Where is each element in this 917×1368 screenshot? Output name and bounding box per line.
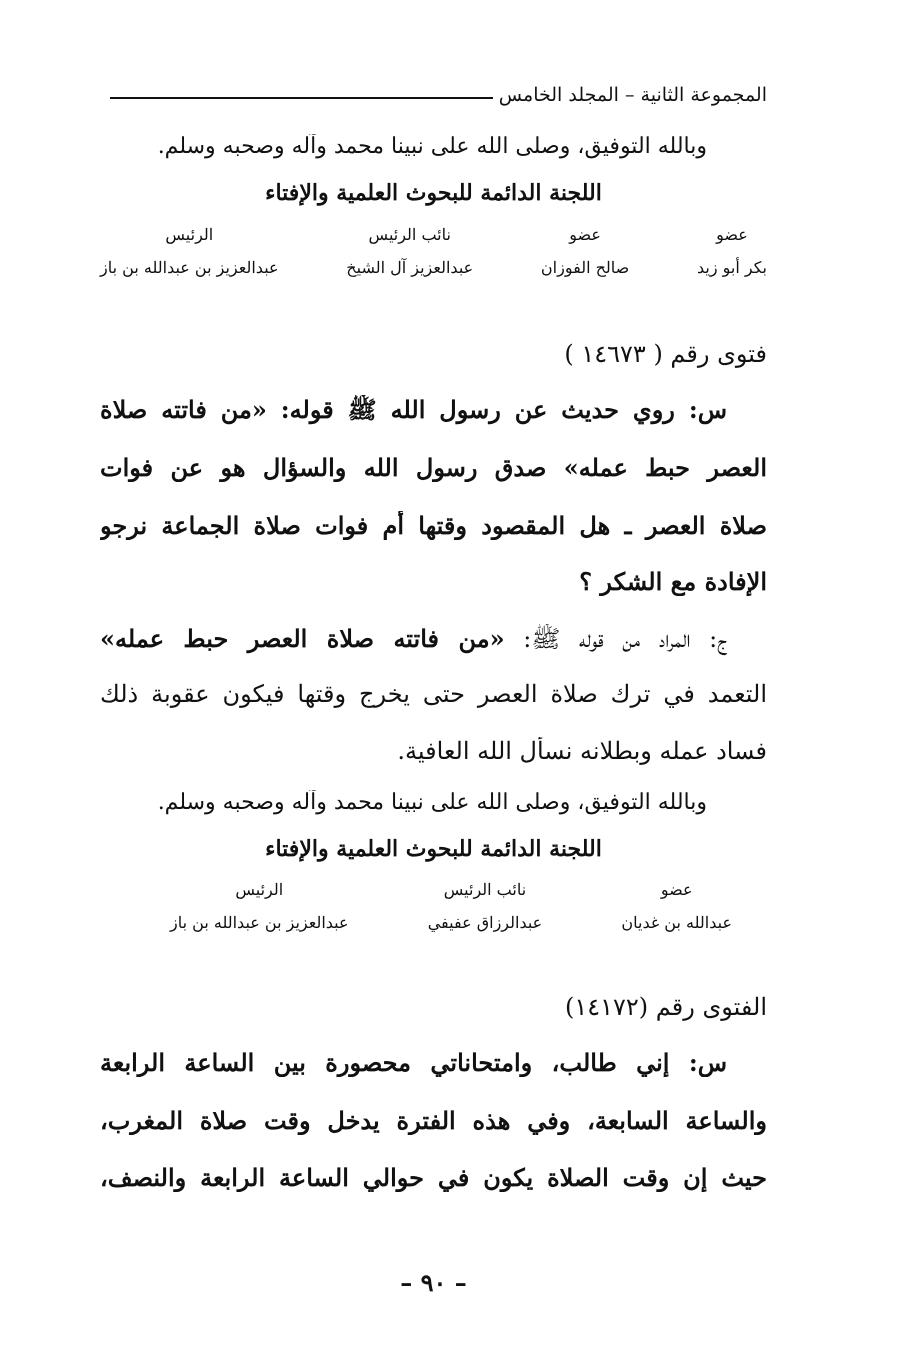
signatory-role: الرئيس bbox=[165, 225, 214, 244]
answer-line: فساد عمله وبطلانه نسأل الله العافية. bbox=[397, 737, 767, 765]
signatory-vice-president bbox=[346, 225, 473, 277]
question-line: س: إني طالب، وامتحاناتي محصورة بين الساعة الرابعة bbox=[100, 1048, 727, 1077]
signatory-member-2 bbox=[541, 225, 629, 277]
signatory-role: نائب الرئيس bbox=[443, 880, 527, 899]
signatory-role: عضو bbox=[569, 225, 601, 244]
question-line: الإفادة مع الشكر ؟ bbox=[579, 567, 767, 596]
closing-formula-1: وبالله التوفيق، وصلى الله على نبينا محمد وآله وصحبه وسلم. bbox=[157, 134, 707, 159]
header-rule bbox=[110, 97, 493, 99]
signatory-name: صالح الفوزان bbox=[540, 258, 630, 277]
signatory-president bbox=[170, 880, 349, 932]
question-line: العصر حبط عمله» صدق رسول الله والسؤال هو عن فوات bbox=[100, 453, 767, 482]
signatories-1 bbox=[100, 225, 767, 277]
question-line: حيث إن وقت الصلاة يكون في حوالي الساعة الرابعة والنصف، bbox=[100, 1163, 767, 1192]
signatory-president bbox=[100, 225, 279, 277]
signatory-name: بكر أبو زيد bbox=[696, 258, 767, 277]
fatwa-title-1: فتوى رقم ( ١٤٦٧٣ ) bbox=[564, 340, 767, 368]
signatory-name: عبدالعزيز آل الشيخ bbox=[346, 258, 474, 277]
page-number: – ٩٠ – bbox=[400, 1268, 467, 1297]
signatory-name: عبدالعزيز بن عبدالله بن باز bbox=[170, 913, 349, 932]
signatory-vice-president bbox=[428, 880, 543, 932]
answer-line: التعمد في ترك صلاة العصر حتى يخرج وقتها فيكون عقوبة ذلك bbox=[100, 680, 767, 708]
book-page bbox=[100, 0, 767, 1368]
signatory-member-1 bbox=[697, 225, 767, 277]
signatory-name: عبدالرزاق عفيفي bbox=[427, 913, 543, 932]
committee-name-1: اللجنة الدائمة للبحوث العلمية والإفتاء bbox=[265, 180, 602, 206]
signatory-role: عضو bbox=[660, 880, 693, 899]
signatory-name: عبدالله بن غديان bbox=[621, 913, 732, 932]
signatory-role: الرئيس bbox=[235, 880, 284, 899]
signatories-2 bbox=[170, 880, 732, 932]
committee-name-2: اللجنة الدائمة للبحوث العلمية والإفتاء bbox=[265, 836, 602, 862]
signatory-member bbox=[621, 880, 732, 932]
answer-line bbox=[100, 624, 727, 659]
closing-formula-2: وبالله التوفيق، وصلى الله على نبينا محمد وآله وصحبه وسلم. bbox=[157, 790, 707, 815]
running-title: المجموعة الثانية – المجلد الخامس bbox=[498, 84, 767, 106]
signatory-name: عبدالعزيز بن عبدالله بن باز bbox=[100, 258, 279, 277]
hadith-quote: «من فاتته صلاة العصر حبط عمله» bbox=[100, 624, 505, 653]
question-line: صلاة العصر ـ هل المقصود وقتها أم فوات صلاة الجماعة نرجو bbox=[100, 511, 767, 540]
fatwa-title-2: الفتوى رقم (١٤١٧٢) bbox=[564, 993, 767, 1021]
question-line: والساعة السابعة، وفي هذه الفترة يدخل وقت صلاة المغرب، bbox=[100, 1106, 767, 1135]
signatory-role: نائب الرئيس bbox=[368, 225, 451, 244]
signatory-role: عضو bbox=[716, 225, 748, 244]
answer-prefix: ج: المراد من قوله ﷺ: bbox=[504, 625, 727, 653]
running-header bbox=[110, 84, 767, 106]
question-line: س: روي حديث عن رسول الله ﷺ قوله: «من فاتته صلاة bbox=[100, 395, 727, 424]
